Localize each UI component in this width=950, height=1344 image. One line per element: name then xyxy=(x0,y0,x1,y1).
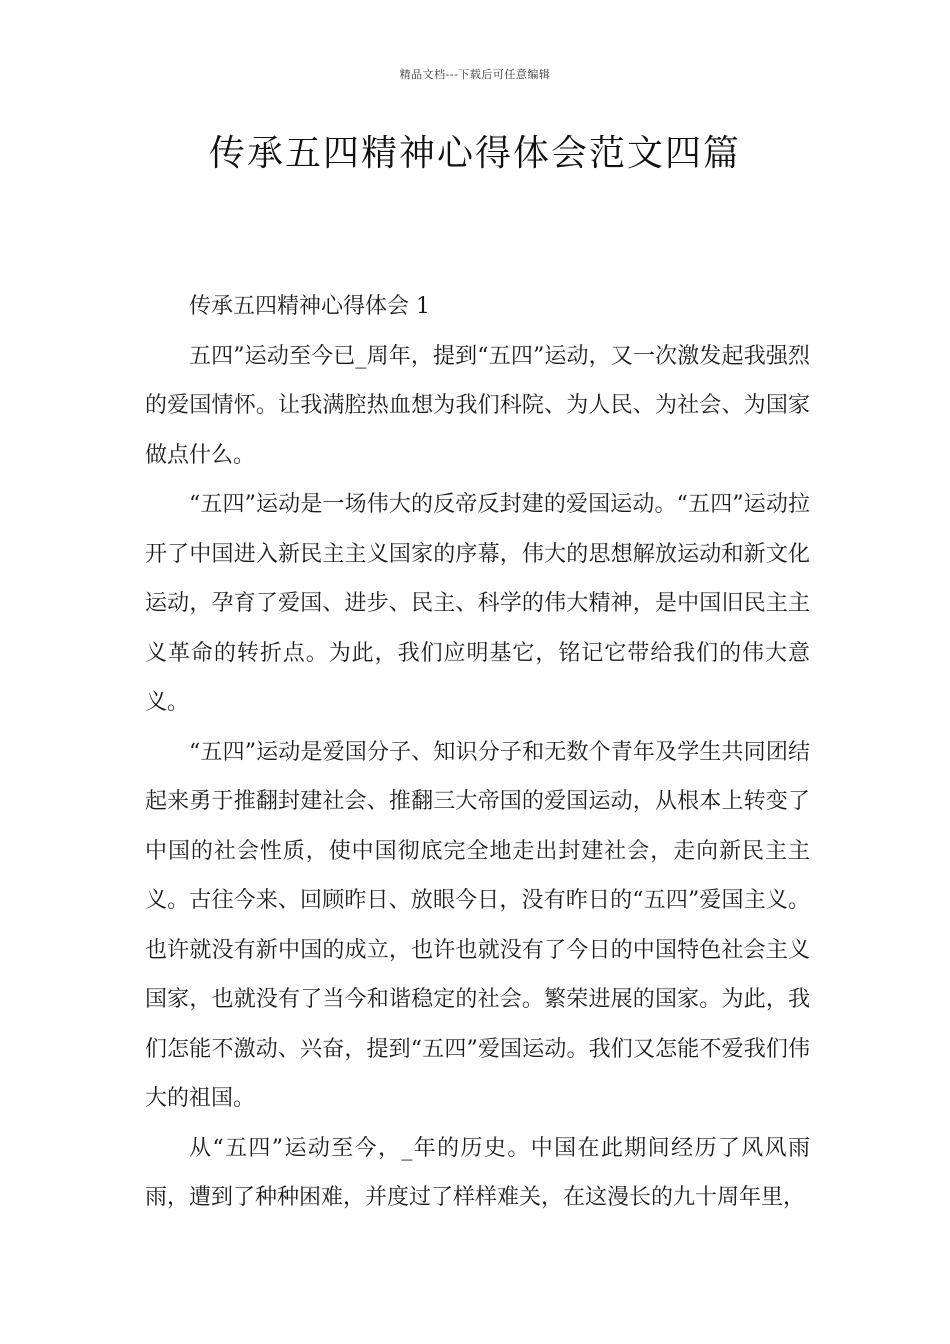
document-title: 传承五四精神心得体会范文四篇 xyxy=(208,133,741,174)
paragraph-2: “五四”运动是一场伟大的反帝反封建的爱国运动。“五四”运动拉开了中国进入新民主主义国家的序幕，伟大的思想解放运动和新文化运动，孕育了爱国、进步、民主、科学的伟大精神，是中国旧民主主义革命的转折点。为此，我们应明基它，铭记它带给我们的伟大意义。 xyxy=(145,492,810,715)
paragraph-3: “五四”运动是爱国分子、知识分子和无数个青年及学生共同团结起来勇于推翻封建社会、推翻三大帝国的爱国运动，从根本上转变了中国的社会性质，使中国彻底完全地走出封建社会，走向新民主主义。古往今来、回顾昨日、放眼今日，没有昨日的“五四”爱国主义。也许就没有新中国的成立，也许也就没有了今日的中国特色社会主义国家，也就没有了当今和谐稳定的社会。繁荣进展的国家。为此，我们怎能不激动、兴奋，提到“五四”爱国运动。我们又怎能不爱我们伟大的祖国。 xyxy=(145,739,810,1111)
document-body xyxy=(145,282,810,1223)
section-heading: 传承五四精神心得体会 1 xyxy=(189,294,430,319)
paragraph-4: 从“五四”运动至今，_年的历史。中国在此期间经历了风风雨雨，遭到了种种困难，并度过了样样难关，在这漫长的九十周年里， xyxy=(145,1135,810,1210)
header-note: 精品文档---下载后可任意编辑 xyxy=(399,68,551,81)
paragraph-1: 五四”运动至今已_周年，提到“五四”运动，又一次激发起我强烈的爱国情怀。让我满腔热血想为我们科院、为人民、为社会、为国家做点什么。 xyxy=(145,343,810,468)
